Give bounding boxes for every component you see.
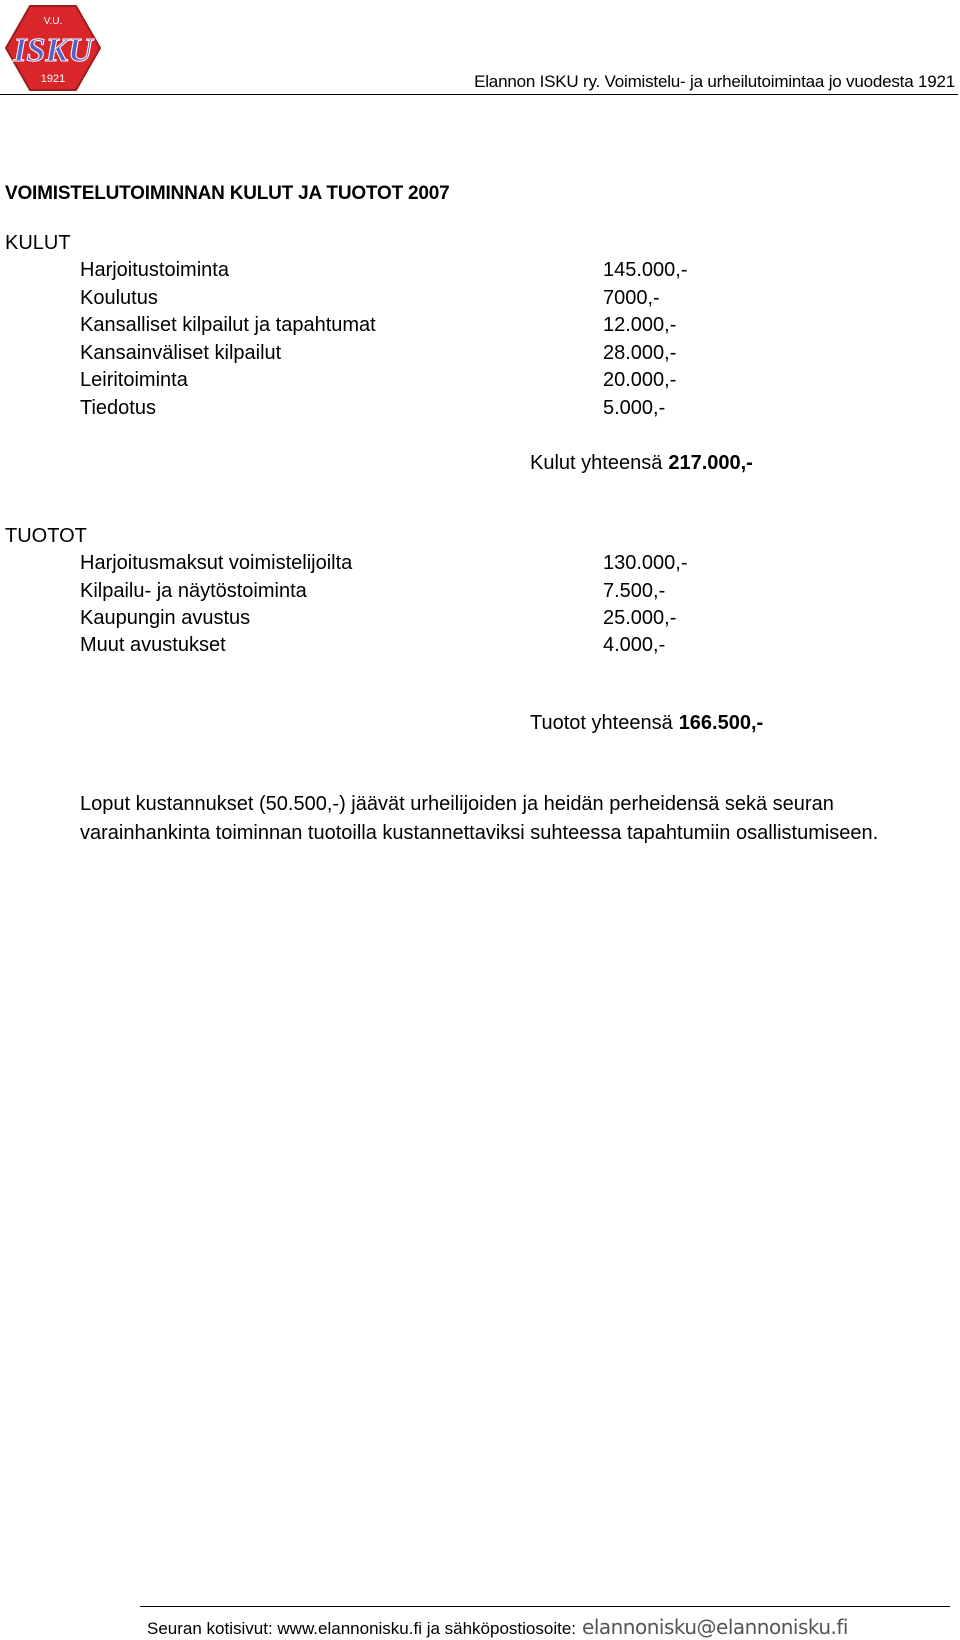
footer-text: Seuran kotisivut: www.elannonisku.fi ja sähköpostiosoite:	[147, 1619, 577, 1638]
expense-row	[80, 369, 720, 395]
income-total-value: 166.500,-	[678, 712, 764, 734]
expense-row	[80, 397, 720, 423]
svg-text:1921: 1921	[40, 73, 66, 85]
income-row	[80, 552, 720, 578]
income-row	[80, 607, 720, 633]
expense-value: 145.000,-	[603, 259, 688, 281]
svg-text:V.U.: V.U.	[43, 16, 63, 27]
income-label: Kilpailu- ja näytöstoiminta	[80, 580, 307, 602]
expense-value: 20.000,-	[603, 369, 677, 391]
expense-label: Kansalliset kilpailut ja tapahtumat	[80, 314, 376, 336]
footer	[147, 1615, 848, 1639]
expense-label: Kansainväliset kilpailut	[80, 342, 282, 364]
expense-value: 5.000,-	[603, 397, 666, 419]
expense-label: Tiedotus	[80, 397, 156, 419]
income-label: Muut avustukset	[80, 634, 226, 656]
expense-row	[80, 314, 720, 340]
expenses-heading: KULUT	[5, 232, 71, 254]
header-tagline: Elannon ISKU ry. Voimistelu- ja urheilutoimintaa jo vuodesta 1921	[474, 72, 955, 91]
expense-row	[80, 287, 720, 313]
expense-row	[80, 259, 720, 285]
remaining-costs-note: Loput kustannukset (50.500,-) jäävät urheilijoiden ja heidän perheidensä sekä seuran varainhankinta toiminnan tuotoilla kustannettaviksi suhteessa tapahtumiin osallistumiseen.	[80, 793, 879, 844]
income-heading: TUOTOT	[5, 525, 87, 547]
income-value: 4.000,-	[603, 634, 666, 656]
expense-value: 12.000,-	[603, 314, 677, 336]
document-title: VOIMISTELUTOIMINNAN KULUT JA TUOTOT 2007	[5, 183, 450, 204]
svg-text:ISKU: ISKU	[13, 32, 93, 69]
income-value: 130.000,-	[603, 552, 688, 574]
header-divider	[0, 94, 958, 95]
isku-logo	[4, 4, 102, 92]
income-value: 7.500,-	[603, 580, 666, 602]
expense-value: 28.000,-	[603, 342, 677, 364]
income-total-label: Tuotot yhteensä	[530, 712, 673, 734]
expense-label: Harjoitustoiminta	[80, 259, 229, 281]
expense-label: Koulutus	[80, 287, 158, 309]
expense-row	[80, 342, 720, 368]
expense-value: 7000,-	[603, 287, 660, 309]
income-total	[530, 712, 763, 735]
income-row	[80, 580, 720, 606]
footer-divider	[140, 1606, 950, 1607]
expenses-total-value: 217.000,-	[668, 452, 753, 474]
expenses-total-label: Kulut yhteensä	[530, 452, 663, 474]
expense-label: Leiritoiminta	[80, 369, 188, 391]
footer-email: elannonisku@elannonisku.fi	[582, 1615, 848, 1639]
income-label: Harjoitusmaksut voimistelijoilta	[80, 552, 353, 574]
income-row	[80, 634, 720, 660]
income-value: 25.000,-	[603, 607, 677, 629]
expenses-total	[530, 452, 753, 475]
income-label: Kaupungin avustus	[80, 607, 251, 629]
